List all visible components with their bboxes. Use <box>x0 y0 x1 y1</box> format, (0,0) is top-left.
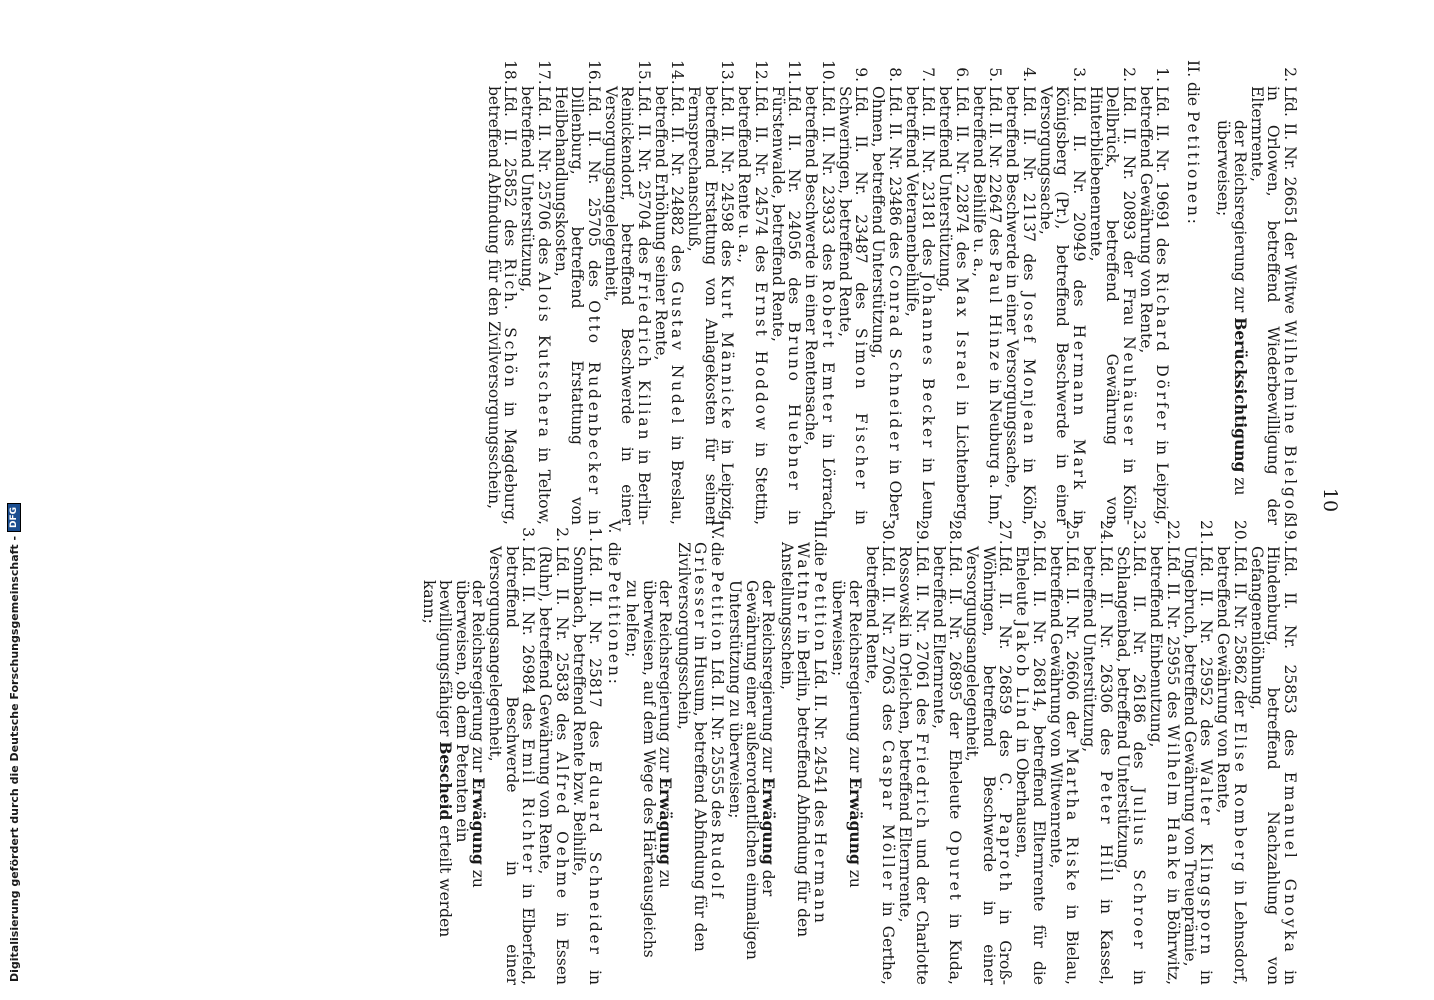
text-segment: Lfd. II. Nr. 23181 des <box>919 86 938 266</box>
petitioner-name: Caspar Möller <box>879 739 898 893</box>
petitioner-name: Hermann Wattner <box>794 542 829 926</box>
petition-entry <box>837 60 870 525</box>
text-segment: in Leipzig, betreffend Gewährung von Rente, <box>1137 86 1172 525</box>
text-segment: in Neuburg a. Inn, betreffend Beihilfe u. a., <box>970 86 1005 526</box>
petitioner-name: Walter Klingsporn <box>1197 759 1216 958</box>
text-segment: Lfd. II. Nr. 26186 des <box>1130 546 1149 769</box>
entry-number: 5. <box>986 67 1005 82</box>
petition-entry <box>537 520 570 985</box>
text-segment: und der Charlotte Rossowski in Orleichen, betreffend Elternrente, <box>896 546 931 985</box>
text-segment: der Reichsregierung zur <box>1231 120 1249 313</box>
text-segment: in Ober-Ohmen, betreffend Unterstützung, <box>869 86 904 525</box>
text-segment: Lfd. II. Nr. 24574 des <box>752 86 770 273</box>
petition-entry <box>1088 60 1138 525</box>
petitioner-name: Emanuel Gnoyka <box>1281 771 1299 955</box>
dfg-logo-icon: DFG <box>7 503 21 532</box>
entry-number: 12. <box>752 60 770 85</box>
entry-number: 27. <box>996 520 1015 545</box>
entry-number: 7. <box>919 67 938 82</box>
text-segment: in Lehnsdorf, betreffend Gewährung von Rente, <box>1214 546 1249 985</box>
petition-entry <box>1182 520 1215 985</box>
petition-entry <box>1249 60 1299 525</box>
petition-entry <box>486 60 519 525</box>
section-numeral: V. <box>605 520 623 534</box>
text-segment: Lfd. II. Nr. 21137 des <box>1020 86 1038 281</box>
entry-number: 19. <box>1281 520 1299 545</box>
petitioner-name: Richard Dörfer <box>1153 272 1172 433</box>
entry-number: 11. <box>785 60 804 85</box>
entry-number: 22. <box>1164 520 1182 545</box>
text-segment: Lfd. II. Nr. 27063 des <box>879 546 898 731</box>
text-segment: die <box>811 542 829 567</box>
closing-recommendation <box>1215 60 1248 525</box>
text-segment: Lfd. II. Nr. 22647 des <box>986 86 1005 256</box>
petition-entry <box>653 60 686 525</box>
entry-number: 9. <box>852 67 871 82</box>
entry-number: 3. <box>519 527 538 542</box>
petitioner-name: Opuret <box>946 830 965 903</box>
entry-number: 16. <box>585 60 603 85</box>
text-segment: Lfd. II. Nr. 26895 der Eheleute <box>946 546 965 820</box>
entry-number: 13. <box>718 60 737 85</box>
petitioner-name: Martha Riske <box>1063 748 1082 894</box>
decision-keyword: Erwägung <box>656 777 676 865</box>
petition-entry <box>770 60 803 525</box>
petition-entry <box>553 60 603 525</box>
closing-recommendation <box>421 520 487 985</box>
text-segment: in Breslau, betreffend Erhöhung seiner Rente, <box>652 86 687 525</box>
petitioner-name: Wilhelmine Bielgoß <box>1281 320 1299 525</box>
text-segment: der Reichsregierung zur <box>759 580 778 773</box>
petition-entry <box>904 60 937 525</box>
entry-number: 10. <box>819 60 837 85</box>
entry-number: 21. <box>1197 520 1216 545</box>
page-number: 10 <box>1319 487 1341 513</box>
text-segment: in Leipzig, betreffend Erstattung von Anlagekosten für seinen Fernsprechanschluß, <box>685 86 737 525</box>
petition-entry <box>686 60 736 525</box>
petition-entry <box>971 60 1004 525</box>
petition-entry <box>519 60 552 525</box>
text-segment: Lfd. II. Nr. 23487 des <box>852 86 871 310</box>
petition-entry <box>571 520 604 985</box>
text-segment: in Schweringen, betreffend Rente, <box>836 86 871 525</box>
petitioner-name: Kurt Männicke <box>718 275 737 432</box>
section-numeral: III. <box>811 520 829 544</box>
petitioner-name: Friedrich <box>913 732 931 832</box>
text-segment: in Dillenburg, betreffend Erstattung von Heilbehandlungskosten, <box>552 86 603 525</box>
text-segment: Lfd. II. Nr. 25838 des <box>553 546 571 741</box>
text-segment: in Leun, betreffend Veteranenbeihilfe, <box>903 86 938 525</box>
text-segment: Lfd. II. Nr. 25862 der <box>1231 546 1249 717</box>
petitioner-name: Petition <box>708 571 726 654</box>
entry-number: 28. <box>946 520 965 545</box>
petitioner-name: Josef Monjean <box>1020 292 1038 447</box>
entry-number: 8. <box>886 67 904 82</box>
petition-entry <box>1081 520 1114 985</box>
text-segment: Lfd. II. Nr. 25952 des <box>1197 546 1216 747</box>
petition-entry <box>870 60 903 525</box>
decision-keyword: Berücksichtigung <box>1231 317 1250 473</box>
text-segment: in Schlangenbad, betreffend Unterstützung, <box>1114 546 1149 985</box>
petitioner-name: Bruno Huebner <box>785 321 804 493</box>
text-segment: Lfd. II. Nr. 22874 des <box>953 86 971 269</box>
text-segment: Lfd. II. Nr. 25705 des <box>585 86 603 288</box>
petition-entry <box>1148 520 1181 985</box>
text-segment: Lfd. II. Nr. 25853 des <box>1281 546 1299 757</box>
text-segment: Lfd. II. Nr. 25955 des <box>1164 546 1182 719</box>
text-segment: die <box>708 542 726 567</box>
entry-number: 20. <box>1231 520 1249 545</box>
right-column <box>421 520 1299 985</box>
text-segment: Lfd. II. Nr. 24541 des <box>811 658 829 828</box>
closing-recommendation <box>830 520 863 985</box>
text-segment: in Husum, betreffend Abfindung für den Zivilversorgungsschein, <box>675 542 710 952</box>
entry-number: 2. <box>1120 67 1138 82</box>
footer-text: Digitalisierung gefördert durch die Deutsche Forschungsgemeinschaft - <box>7 535 21 982</box>
text-segment: in Lörrach, betreffend Beschwerde in einer Rentensache, <box>802 86 837 525</box>
entry-number: 17. <box>535 60 553 85</box>
text-segment: Lfd. II. Nr. 26306 des <box>1097 546 1115 756</box>
text-segment: zu überweisen, ob dem Petenten ein bewilligungsfähiger <box>436 580 488 888</box>
text-segment: in Köln, betreffend Beschwerde in einer Versorgungssache, <box>1003 86 1038 525</box>
text-segment: Lfd. II. Nr. 23486 des <box>886 86 904 259</box>
petitioner-name: Conrad Schneider <box>886 265 904 454</box>
petition-entry <box>864 520 897 985</box>
petition-entry <box>897 520 930 985</box>
text-segment: die <box>1184 82 1202 107</box>
text-segment: Lfd. II. Nr. 26606 der <box>1063 546 1082 738</box>
text-segment: die <box>605 542 623 567</box>
entry-number: 30. <box>879 520 898 545</box>
text-segment: Lfd. II. Nr. 19691 des <box>1153 86 1172 265</box>
petition-entry <box>1215 520 1248 985</box>
entry-number: 29. <box>913 520 931 545</box>
text-segment: Lfd. II. Nr. 23933 des <box>819 86 837 271</box>
text-segment: in Sonnbach, betreffend Rente bzw. Beihilfe, <box>570 546 605 985</box>
entry-number: 24. <box>1097 520 1115 545</box>
text-segment: Lfd. II. Nr. 25706 des <box>535 86 553 265</box>
petitioner-name: Otto Rudenbecker <box>585 300 603 497</box>
text-segment: zu überweisen; <box>1214 120 1249 496</box>
decision-keyword: Erwägung <box>759 777 779 865</box>
text-segment: in Berlin-Reinickendorf, betreffend Beschwerde in einer Versorgungsangelegenheit, <box>602 86 653 525</box>
entry-number: 23. <box>1130 520 1149 545</box>
section-numeral: II. <box>1184 60 1202 78</box>
petition-entry <box>1004 60 1037 525</box>
entry-number: 1. <box>586 527 605 542</box>
petition-entry <box>487 520 537 985</box>
entry-number: 18. <box>501 60 520 85</box>
text-segment: in Stettin, betreffend Rente u. a., <box>735 86 770 525</box>
text-segment: Lfd. II. Nr. 27061 des <box>913 546 931 726</box>
decision-keyword: Erwägung <box>846 777 865 865</box>
decision-keyword: Bescheid <box>436 741 456 821</box>
petitioner-name: Eduard Schneider <box>586 761 605 957</box>
petitioner-name: Julius Schroer <box>1130 787 1149 952</box>
petitioner-name: Petitionen: <box>605 571 623 687</box>
text-segment: Lfd. II. Nr. 26814, betreffend Elternrente für die Eheleute <box>1013 546 1048 985</box>
petitioner-name: Jakob Lind <box>1013 620 1032 734</box>
section-heading-II <box>1185 60 1202 525</box>
petition-entry <box>1014 520 1047 985</box>
entry-number: 25. <box>1063 520 1082 545</box>
left-column <box>485 60 1298 525</box>
text-segment: in Elberfeld, betreffend Beschwerde in einer Versorgungsangelegenheit, <box>486 546 538 985</box>
petition-entry <box>1249 520 1299 985</box>
entry-number: 26. <box>1030 520 1048 545</box>
entry-number: 1. <box>1153 67 1172 82</box>
petition-entry <box>603 60 653 525</box>
text-segment: in Hindenburg, betreffend Nachzahlung von Gefangenenlöhnung, <box>1248 546 1299 985</box>
text-segment: der Reichsregierung zur <box>846 580 864 773</box>
petitioner-name: Max Israel <box>953 277 971 393</box>
petition-entry <box>964 520 1014 985</box>
text-segment: Lfd. II. Nr. 25704 des <box>635 86 653 264</box>
text-segment: in Köln-Dellbrück, betreffend Gewährung von Hinterbliebenenrente, <box>1087 86 1138 525</box>
petitioner-name: Simon Fischer <box>852 327 871 492</box>
text-segment: in Magdeburg, betreffend Abfindung für den Zivilversorgungsschein, <box>485 86 520 525</box>
text-segment: in Berlin, betreffend Abfindung für den Anstellungsschein, <box>778 542 813 938</box>
petitioner-name: Hermann Mark <box>1070 324 1088 493</box>
petition-entry <box>937 60 970 525</box>
text-segment: in Ungebruch, betreffend Gewährung von Treueprämie, <box>1181 546 1216 985</box>
petition-entry <box>931 520 964 985</box>
text-segment: Lfd. II. Nr. 24598 des <box>718 86 737 267</box>
text-segment: in Oberhausen, <box>1013 737 1032 859</box>
text-segment: in Groß-Wöhringen, betreffend Beschwerde in einer Versorgungsangelegenheit, <box>963 546 1015 985</box>
text-segment: zu überweisen; <box>829 580 864 888</box>
text-segment: der Gewährung einer außerordentlichen einmaligen Unterstützung zu überweisen; <box>726 580 778 960</box>
petitioner-name: Alfred Oehme <box>553 751 571 901</box>
text-segment: Lfd. II. Nr. 26859 des <box>996 546 1015 757</box>
petition-entry <box>1115 520 1148 985</box>
closing-recommendation <box>727 520 777 985</box>
entry-number: 6. <box>953 67 971 82</box>
section-heading-V <box>606 520 623 985</box>
petitioner-name: Petition <box>811 571 829 654</box>
petitioner-name: C. Paproth <box>996 772 1015 895</box>
digitization-footer <box>0 0 28 1000</box>
section-III <box>779 520 829 985</box>
text-segment: Lfd. II. Nr. 24056 des <box>785 86 804 305</box>
petitioner-name: Peter Hill <box>1097 770 1115 884</box>
text-segment: in Orlowen, betreffend Wiederbewilligung der Elternrente, <box>1248 86 1283 525</box>
petitioner-name: Ernst Hoddow <box>752 281 770 433</box>
petition-entry <box>736 60 769 525</box>
petition-entry <box>1138 60 1171 525</box>
petitioner-name: Rich. Schön <box>501 258 520 390</box>
text-segment: Lfd. II. Nr. 26984 des <box>519 546 538 730</box>
decision-keyword: Erwägung <box>469 777 489 865</box>
text-segment: Lfd. II. Nr. 25817 des <box>586 546 605 748</box>
section-IV <box>676 520 726 985</box>
text-segment: der Reichsregierung zur <box>656 580 675 773</box>
petitioner-name: Gustav Nudel <box>668 281 687 427</box>
text-segment: Lfd. II. 25852 des <box>501 86 520 247</box>
entry-number: 2. <box>553 527 571 542</box>
text-segment: in Gerthe, betreffend Rente, <box>863 546 898 985</box>
petition-entry <box>1038 60 1088 525</box>
closing-recommendation <box>624 520 674 985</box>
text-segment: in Teltow, betreffend Unterstützung, <box>518 86 553 525</box>
petitioner-name: Paul Hinze <box>986 260 1005 374</box>
petitioner-name: Rudolf Griesser <box>691 542 726 901</box>
entry-number: 14. <box>668 60 687 85</box>
text-segment: in Bielau, betreffend Gewährung von Witwenrente, <box>1047 546 1082 985</box>
text-segment: in Kassel, betreffend Unterstützung, <box>1080 546 1115 985</box>
petitioner-name: Neuhäuser <box>1120 336 1138 448</box>
petitioner-name: Friedrich Kilian <box>635 271 653 443</box>
text-segment: zu überweisen, auf dem Wege des Härteausgleichs zu helfen; <box>623 580 675 958</box>
petitioner-name: Elise Romberg <box>1231 722 1249 875</box>
text-segment: in Böhrwitz, betreffend Einbenutzung, <box>1147 546 1182 985</box>
text-segment: erteilt werden kann; <box>420 580 455 938</box>
petitioner-name: Petitionen: <box>1184 111 1202 227</box>
entry-number: 3. <box>1070 67 1088 82</box>
petition-entry <box>1048 520 1081 985</box>
petitioner-name: Emil Richter <box>519 738 538 875</box>
petitioner-name: Wilhelm Hanke <box>1164 724 1182 883</box>
text-segment: in Fürstenwalde, betreffend Rente, <box>769 86 804 525</box>
text-segment: in Königsberg (Pr.), betreffend Beschwerde in einer Versorgungssache, <box>1037 86 1088 525</box>
text-segment: in Essen (Ruhr), betreffend Gewährung von Rente, <box>536 546 571 985</box>
text-segment: Lfd. II. Nr. 20949 des <box>1070 86 1088 307</box>
entry-number: 2. <box>1281 67 1299 82</box>
entry-number: 15. <box>635 60 653 85</box>
section-numeral: IV. <box>708 520 726 540</box>
text-segment: Lfd. II. Nr. 25555 des <box>708 658 726 828</box>
text-segment: Lfd. II. Nr. 26651 der Witwe <box>1281 86 1299 314</box>
petitioner-name: Robert Emter <box>819 279 837 425</box>
text-segment: der Reichsregierung zur <box>469 580 488 773</box>
petitioner-name: Johannes Becker <box>919 273 938 451</box>
petition-entry <box>803 60 836 525</box>
petitioner-name: Alois Kutschera <box>535 272 553 440</box>
text-segment: Lfd. II. Nr. 24882 des <box>668 86 687 272</box>
text-segment: Lfd. II. Nr. 20893 der Frau <box>1120 86 1138 326</box>
text-segment: in Lichtenberg, betreffend Unterstützung, <box>936 86 971 525</box>
entry-number: 4. <box>1020 67 1038 82</box>
text-segment: in Kuda, betreffend Elternrente, <box>930 546 965 985</box>
